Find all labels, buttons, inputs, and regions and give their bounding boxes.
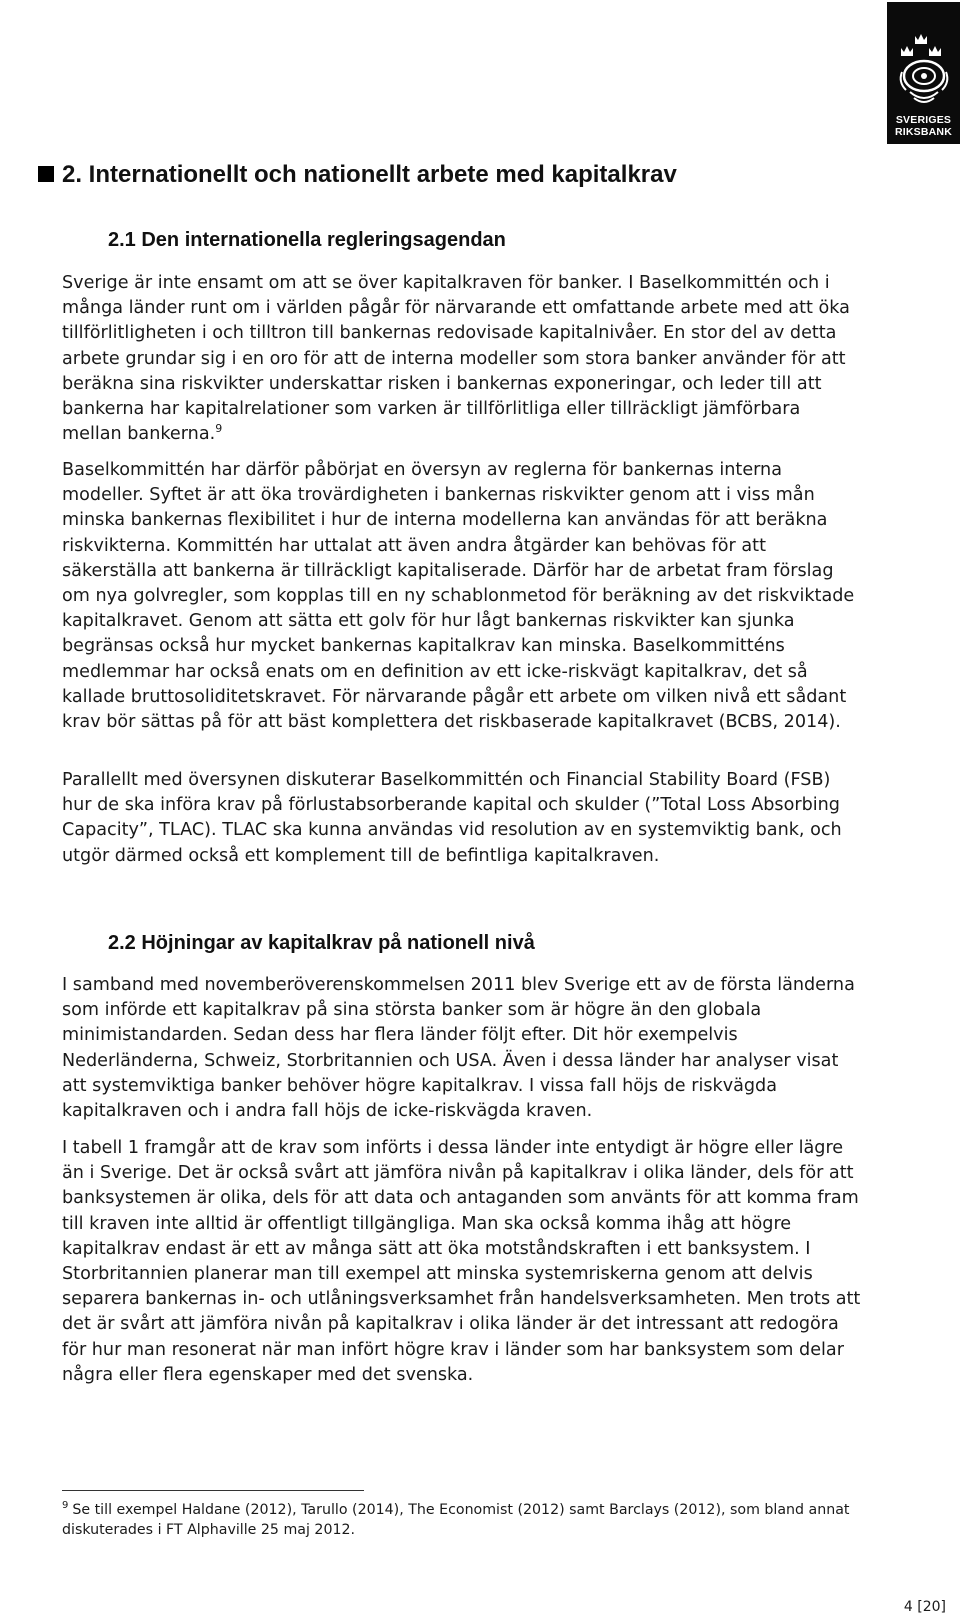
section-bullet-square [38,166,54,182]
riksbank-logo [887,2,960,144]
section-heading: 2. Internationellt och nationellt arbete med kapitalkrav [62,161,677,188]
subsection-heading-2-2: 2.2 Höjningar av kapitalkrav på nationell nivå [108,932,535,954]
page-number: 4 [20] [903,1599,946,1615]
paragraph-2-1-1 [62,271,862,447]
footnote-text: Se till exempel Haldane (2012), Tarullo (2014), The Economist (2012) samt Barclays (2012), som bland annat diskuterades i FT Alphaville 25 maj 2012. [62,1502,850,1538]
riksbank-emblem-icon [896,32,952,108]
paragraph-2-2-1 [62,973,862,1124]
footnote [62,1500,902,1540]
paragraph-2-1-3 [62,768,862,869]
paragraph-2-2-1-text: I samband med novemberöverenskommelsen 2011 blev Sverige ett av de första länderna som införde ett kapitalkrav på sina största banker som är högre än den globala minimistandarden. Sedan dess har flera länder följt efter. Dit hör exempelvis Nederländerna, Schweiz, Storbritannien och USA. Även i dessa länder har analyser visat att systemviktiga banker behöver högre kapitalkrav. I vissa fall höjs de riskvägda kapitalkraven och i andra fall höjs de icke-riskvägda kraven. [62,975,855,1122]
paragraph-2-1-2-text: Baselkommittén har därför påbörjat en översyn av reglerna för bankernas interna modeller. Syftet är att öka trovärdigheten i bankernas riskvikter genom att i viss mån minska bankernas flexibilitet i hur de interna modellerna kan användas för att beräkna riskvikterna. Kommittén har uttalat att även andra åtgärder kan behövas för att säkerställa att bankerna är tillräckligt kapitaliserade. Därför har de arbetat fram förslag om nya golvregler, som kopplas till en ny schablonmetod för beräkning av det riskviktade kapitalkravet. Genom att sätta ett golv för hur lågt bankernas riskvikter kan sjunka begränsas också hur mycket bankernas kapitalkrav kan minska. Baselkommitténs medlemmar har också enats om en definition av ett icke-riskvägt kapitalkrav, det så kallade bruttosoliditetskravet. För närvarande pågår ett arbete om vilken nivå ett sådant krav bör sättas på för att bäst komplettera det riskbaserade kapitalkravet (BCBS, 2014). [62,460,855,733]
subsection-heading-2-1: 2.1 Den internationella regleringsagendan [108,229,506,251]
paragraph-2-2-2-text: I tabell 1 framgår att de krav som införts i dessa länder inte entydigt är högre eller lägre än i Sverige. Det är också svårt att jämföra nivån på kapitalkrav i olika länder, dels för att banksystemen är olika, dels för att data och antaganden som använts för att komma fram till kraven inte alltid är offentligt tillgängliga. Man ska också komma ihåg att högre kapitalkrav endast är ett av många sätt att öka motståndskraften i ett banksystem. I Storbritannien planerar man till exempel att minska systemriskerna genom att delvis separera bankernas in- och utlåningsverksamhet från handelsverksamheten. Men trots att det är svårt att jämföra nivån på kapitalkrav i olika länder är det intressant att redogöra för hur man resonerat när man infört högre krav i länder som har banksystem som delar några eller flera egenskaper med det svenska. [62,1138,861,1385]
paragraph-2-1-2 [62,458,862,735]
footnote-reference[interactable]: 9 [215,422,223,436]
logo-wordmark-line1: SVERIGES [895,114,952,126]
footnote-separator [62,1490,364,1491]
logo-wordmark-line2: RIKSBANK [894,126,953,138]
footnote-number: 9 [62,1500,69,1512]
paragraph-2-1-3-text: Parallellt med översynen diskuterar Baselkommittén och Financial Stability Board (FSB) hur de ska införa krav på förlustabsorberande kapital och skulder (”Total Loss Absorbing Capacity”, TLAC). TLAC ska kunna användas vid resolution av en systemviktig bank, och utgör därmed också ett komplement till de befintliga kapitalkraven. [62,770,842,866]
paragraph-2-2-2 [62,1136,862,1388]
paragraph-2-1-1-text: Sverige är inte ensamt om att se över kapitalkraven för banker. I Baselkommittén och i många länder runt om i världen pågår för närvarande ett omfattande arbete med att öka tillförlitligheten i och tilltron till bankernas redovisade kapitalnivåer. En stor del av detta arbete grundar sig i en oro för att de interna modeller som stora banker använder för att beräkna sina riskvikter underskattar risken i bankernas exponeringar, och leder till att bankerna har kapitalrelationer som varken är tillförlitliga eller tillräckligt jämförbara mellan bankerna. [62,273,850,445]
